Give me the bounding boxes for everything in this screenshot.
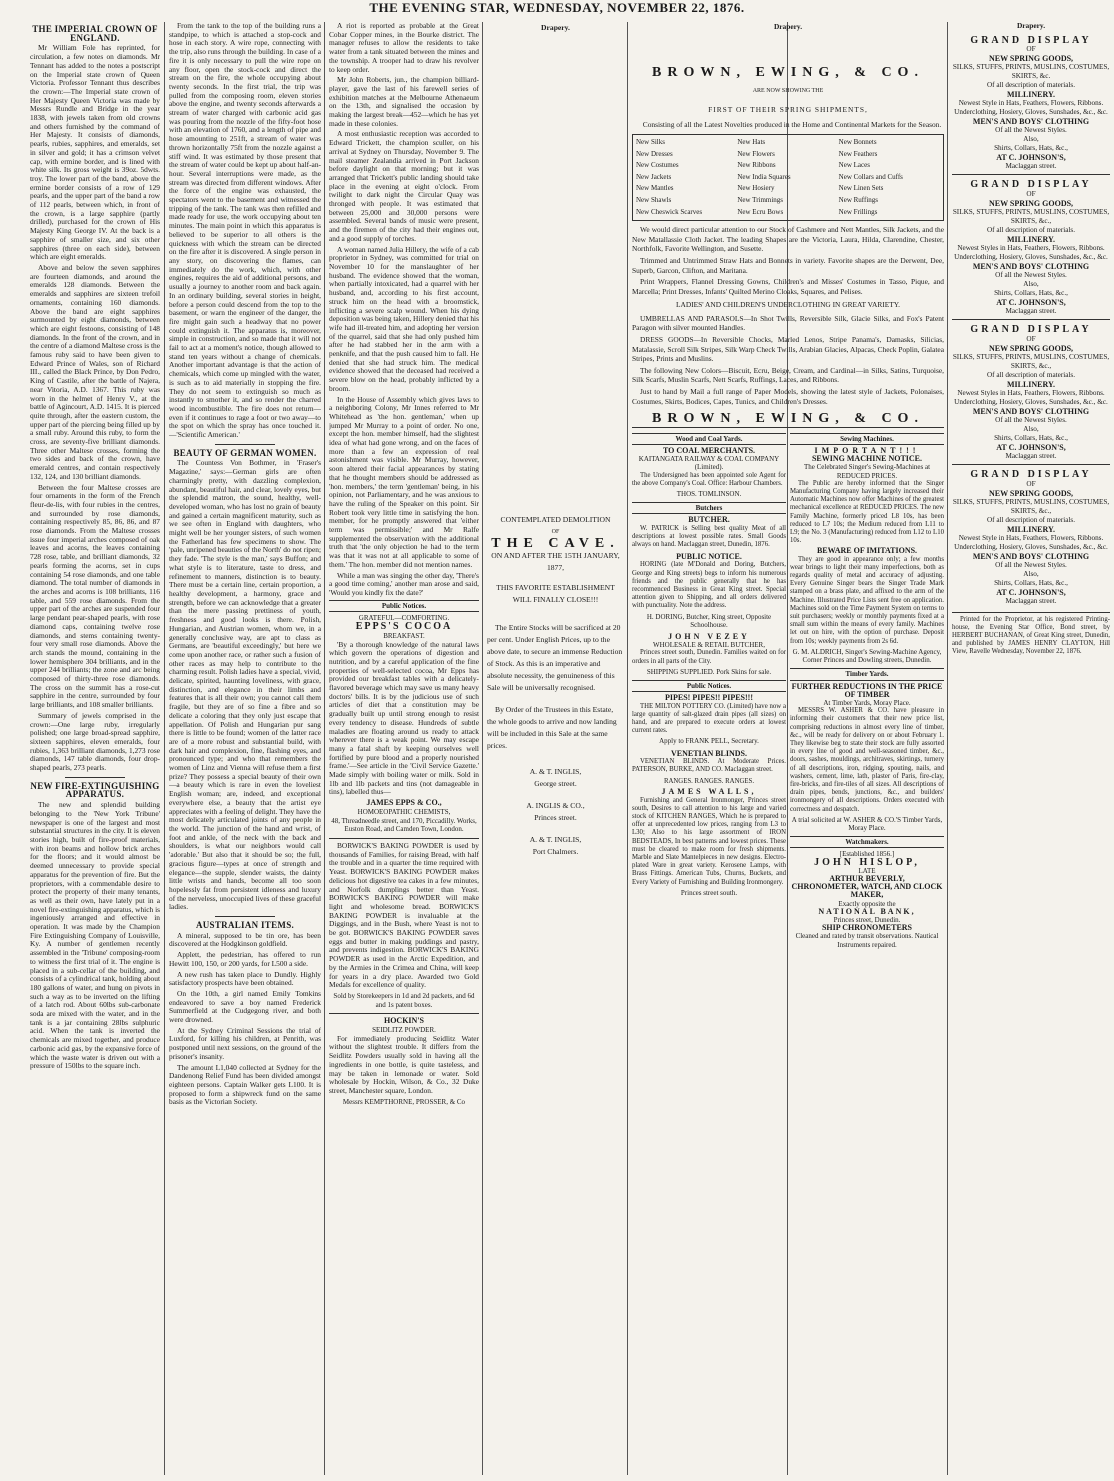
grand-display-list — [952, 34, 1110, 606]
ad-line: MEN'S AND BOYS' CLOTHING — [972, 406, 1090, 416]
divider — [329, 1013, 479, 1014]
article-paragraph: The Countess Von Bothmer, in 'Fraser's Magazine,' says:—German girls are often charmingly pretty, with dazzling complexion, abundant, beautiful hair, and clear, lovely eyes, but the splendid matron, the sound, healthy, well-developed woman, who has lost no grain of beauty and gained a certain magnificent maturity, such as we see often in England with daughters, who might well be her younger sisters, of such women the Fatherland has few specimens to show. The 'pale, unripened beauties of the North' do not ripen; they fade. 'The style is the man,' says Buffon; and what style is to literature, taste to dress, and refinement to manners, distinction is to beauty. There must be a certain line, certain proportion, a healthy development, a harmony, grace and strength, before we can acknowledge that a greater than the mere passing prettiness of youth, freshness and good looks is there. Polish, Hungarian, and Austrian women, whom we, in a generally conclusive way, are apt to class as Germans, are 'beautiful exceedingly,' but here we come upon another race, or rather such a fusion of other races as may help to contribute to the charming result. Polish ladies have a special, vivid, delicate, spirited, haunting loveliness, with grace, distinction, and elegance in their limbs and features that is all their own; you cannot call them fragile, but they are of so fine a fibre and so delicate a coloring that they only just escape that appellation. Of Polish and Hungarian pur sang there is little to be found; women of the latter race are of a more robust and substantial build, with dark hair and complexion, fine, flashing eyes, and pronounced type; and who that remembers the women of Linz and Vienna will refuse them a first prize? They possess a special beauty of their own—a beauty which is rare in even the loveliest English woman; are, indeed, and exceptional everywhere else, a beauty that the artist eye appreciates with a feeling of delight. They have the most delicately articulated joints of any people in the world. The junction of the hand and wrist, of foot and ankle, of the neck with the back and shoulders, is what our neighbors would call 'adorable.' But also that it should be so; the full, gracious figure—types at once of strength and elegance—the supple, slender waists, the dainty little wrists and hands, become all too soon hopelessly fat from persistent idleness and luxury of the nerveless, unoccupied lives of these graceful ladies. — [169, 458, 321, 912]
ad-title: PIPES! PIPES!! PIPES!!! — [665, 693, 753, 703]
column-rule — [164, 22, 165, 1475]
ad-title: SEWING MACHINE NOTICE. — [811, 454, 922, 464]
ad-line: Of all description of materials. — [986, 226, 1076, 235]
goods-item: New Ruffings — [838, 195, 878, 204]
ad-line: Also, — [1023, 424, 1039, 433]
ad-line: Shirts, Collars, Hats, &c., — [994, 578, 1068, 587]
ad-line: Shirts, Collars, Hats, &c., — [994, 433, 1068, 442]
ad-line: MILLINERY. — [1006, 90, 1056, 100]
lower-ads — [632, 431, 944, 953]
ad-line: Newest Styles in Hats, Feathers, Flowers, Ribbons. — [957, 244, 1105, 253]
ad-line: A. & T. INGLIS, — [529, 767, 582, 776]
ad-line: SILKS, STUFFS, PRINTS, MUSLINS, COSTUMES, SKIRTS, &c., — [952, 497, 1110, 515]
ad-line: MILLINERY. — [1006, 379, 1056, 389]
article-paragraph: Summary of jewels comprised in the crown:—One large ruby, irregularly polished; one large broad-spread sapphire, sixteen sapphires, eleven emeralds, four rubies, 1,363 brilliant diamonds, 1,273 rose diamonds, 147 table diamonds, four drop-shaped pearls, 273 pearls. — [30, 710, 160, 773]
ad-line: 48, Threadneedle street, and 170, Piccadilly. Works, Euston Road, and Camden Town, London. — [331, 816, 477, 834]
lower-right — [790, 431, 944, 953]
goods-item: New Feathers — [838, 149, 878, 158]
ad-line: Of all the Newest Styles. — [995, 415, 1067, 424]
section-header-sewing: Sewing Machines. — [790, 433, 944, 445]
grand-display-ad — [952, 34, 1110, 176]
goods-item: New Laces — [838, 161, 870, 170]
ad-line: GRATEFUL—COMFORTING. — [358, 614, 450, 623]
ad-line: Maclaggan street. — [1005, 162, 1057, 171]
ad-line: The Celebrated Singer's Sewing-Machines at REDUCED PRICES. — [803, 463, 931, 480]
article-paragraph: The amount L1,040 collected at Sydney for the Dandenong Relief Fund has been divided amongst eighteen persons. Captain Walker gets L100. It is proposed to form a shipwreck fund on the same basis as the Victorian Society. — [169, 1062, 321, 1107]
article-paragraph: A mineral, supposed to be tin ore, has been discovered at the Hodgkinson goldfield. — [169, 930, 321, 949]
ad-line: Princes street. — [534, 813, 577, 822]
grand-display-ad — [952, 468, 1110, 606]
ad-line: A. INGLIS & CO., — [526, 801, 585, 810]
blinds-ad — [632, 750, 786, 775]
column-7 — [952, 22, 1110, 1475]
section-header-public-notices: Public Notices. — [329, 600, 479, 613]
ad-line: NEW SPRING GOODS, — [988, 343, 1074, 353]
ad-line: Newest Styles in Hats, Feathers, Flowers, Ribbons. — [957, 388, 1105, 397]
column-3 — [329, 22, 479, 1475]
ad-line: Also, — [1023, 569, 1039, 578]
divider — [329, 838, 479, 839]
ad-title: GRAND DISPLAY — [970, 468, 1092, 480]
ad-line: Shirts, Collars, Hats, &c., — [994, 144, 1068, 153]
ad-line: RANGES. RANGES. RANGES. — [663, 778, 755, 786]
ad-line: Of all description of materials. — [986, 81, 1076, 90]
coal-ad — [632, 447, 786, 498]
public-notice-ad — [632, 553, 786, 629]
ad-line: MILLINERY. — [1006, 235, 1056, 245]
ad-line: SILKS, STUFFS, PRINTS, MUSLINS, COSTUMES, SKIRTS, &c., — [952, 352, 1110, 370]
brown-ewing-title: BROWN, EWING, & CO. — [652, 411, 924, 427]
ad-body: We would direct particular attention to our Stock of Cashmere and Nett Mantles, Silk Jackets, and the New Matallassie Cloth Jacket. The leading Shapes are the Victoria, Laura, Hilda, Clarendine, Chester, Northfolk, Favorite Wellington, and Susette. — [632, 225, 944, 254]
goods-item: New Cheswick Scarves — [636, 207, 703, 216]
ad-body: MESSRS W. ASHER & CO. have pleasure in informing their customers that their new price list, comprising reductions in almost every line of timber, &c., will be ready for delivery on or about February 1. They likewise beg to state their stock are fully assorted in every line of good and well-seasoned timber, &c., doors, sashes, mouldings, architraves, skirtings, turnery of all descriptions, iron, ridging, spouting, nails, and washers, cement, lime, lath, plaster of Paris, fire-clay, fire-bricks, and fire-tiles of all sizes. All descriptions of drain pipes, bends, junctions, &c., and builders' ironmongery of all descriptions. Orders executed with correctness and despatch. — [790, 707, 944, 813]
ad-line: THOS. TOMLINSON. — [676, 490, 742, 499]
brown-ewing-title: BROWN, EWING, & CO. — [652, 64, 924, 80]
ad-line: [Established 1856.] — [839, 850, 895, 859]
ad-line: LADIES' AND CHILDREN'S UNDERCLOTHING IN GREAT VARIETY. — [675, 300, 901, 310]
ad-line: AT C. JOHNSON'S, — [996, 153, 1066, 163]
divider — [65, 777, 125, 778]
ad-line: OF — [1026, 190, 1036, 199]
ad-line: Sold by Storekeepers in 1d and 2d packets, and 6d and 1s patent boxes. — [333, 991, 475, 1009]
section-header-drapery: Drapery. — [773, 22, 803, 31]
ad-title: PUBLIC NOTICE. — [676, 552, 742, 562]
column-rule — [627, 22, 628, 1475]
ad-line: Underclothing, Hosiery, Gloves, Sunshades, &c., &c. — [954, 108, 1108, 117]
ad-line: ARTHUR BEVERLY, — [829, 873, 905, 883]
article-paragraph: A new rush has taken place to Dundly. Highly satisfactory prospects have been obtained. — [169, 969, 321, 988]
ad-line: Cleaned and rated by transit observations. Nautical Instruments repaired. — [795, 932, 939, 949]
ad-line: MEN'S AND BOYS' CLOTHING — [972, 551, 1090, 561]
ad-line: NATIONAL BANK, — [818, 906, 916, 916]
ad-line: SILKS, STUFFS, PRINTS, MUSLINS, COSTUMES, SKIRTS, &c., — [952, 208, 1110, 226]
ad-body: BORWICK'S BAKING POWDER is used by thousands of Families, for raising Bread, with half the trouble and in a quarter the time required with Yeast. BORWICK'S BAKING POWDER makes delicious hot digestive tea cakes in a few minutes, and Norfolk dumplings better than Yeast. BORWICK'S BAKING POWDER will make light and wholesome bread. BORWICK'S BAKING POWDER is invaluable at the Diggings, and in the Bush, where Yeast is not to be got. BORWICK'S BAKING POWDER saves eggs and butter in making puddings and pastry, and prevents indigestion. BORWICK'S BAKING POWDER as used in the Arctic Expedition, and by the Armies in the Crimea and China, will keep for years in a dry place. Awarded two Gold Medals for excellence of quality. — [329, 840, 479, 990]
ad-line: SHIPPING SUPPLIED. Pork Skins for sale. — [646, 667, 772, 676]
divider — [215, 444, 275, 445]
ad-line: MEN'S AND BOYS' CLOTHING — [972, 262, 1090, 272]
ad-line: THIS FAVORITE ESTABLISHMENT — [496, 583, 615, 592]
ad-line: SHIP CHRONOMETERS — [821, 923, 912, 933]
article-paragraph: Above and below the seven sapphires are fourteen diamonds, and around the emeralds 128 diamonds. Between the emeralds and sapphires are sixteen trefoil ornaments, containing 160 diamonds. Above the band are eight sapphires surmounted by eight diamonds, between which are eight festoons, consisting of 148 diamonds. In the front of the crown, and in the centre of a diamond Maltese cross is the famous ruby said to have been given to Edward Prince of Wales, son of Richard III., called the Black Prince, by Don Pedro, King of Castile, after the battle of Najera, near Vitoria, A.D. 1367. This ruby was worn in the helmet of Henry V., at the battle of Agincourt, A.D. 1415. It is pierced quite through, after the eastern custom, the upper part of the piercing being filled up by a small ruby. Around this ruby, to form the cross, are seventy-five brilliant diamonds. Three other Maltese crosses, forming the two sides and back of the crown, have emerald centres, and contain respectively 132, 124, and 130 brilliant diamonds. — [30, 262, 160, 481]
goods-item: New Trimmings — [737, 195, 784, 204]
ad-line: AT C. JOHNSON'S, — [996, 442, 1066, 452]
ad-body: By Order of the Trustees in this Estate, the whole goods to arrive and now landing will be included in this Sale at the same prices. — [487, 705, 617, 750]
ad-body: HORING (late M'Donald and Doring, Butchers, George and King streets) begs to inform his numerous friends and the public generally that he has recommenced Business in Great King street. Special attention given to Shipping, and all orders delivered with punctuality. Note the address. — [632, 561, 786, 610]
ad-body: Print Wrappers, Flannel Dressing Gowns, Children's and Misses' Costumes in Tasso, Pique, and Marcella; Print Dresses, Infants' Quilted Merino Cloaks, Squares, and Pelises. — [632, 277, 944, 296]
article-paragraph: On the 10th, a girl named Emily Tomkins endeavored to save a boy named Frederick Summerfield at the Cudgegong river, and both were drowned. — [169, 988, 321, 1025]
hislop-ad — [790, 850, 944, 948]
article-paragraph: At the Sydney Criminal Sessions the trial of Luxford, for killing his children, at Penrith, was postponed until next sessions, on the ground of the prisoner's insanity. — [169, 1025, 321, 1061]
ad-line: SEIDLITZ POWDER. — [372, 1026, 436, 1035]
article-paragraph: The new and splendid building belonging to the 'New York Tribune' newspaper is one of the largest and most substantial structures in the city. It is eleven stories high, built of fire-proof materials, with iron beams and hollow brick arches for the floors; and it would almost be deemed unnecessary to provide special apparatus for the prevention of fire. But the proprietors, with a commendable desire to protect the property of their many tenants, as well as their own, have lately put in a novel fire-extinguishing apparatus, which is ingeniously arranged and effective in operation. It was made by the Champion Fire Extinguishing Company of Louisville, Ky. A number of gentlemen recently assembled in the 'Tribune' composing-room to witness the first trial of it. The engine is placed in a sub-cellar of the building, and consists of a cylindrical tank, holding about 180 gallons of water, and hung on pivots in such a way as to be inverted on the lifting of a latch rod. About 60lbs sub-carbonate soda are mixed with the water, and in the tank is a jar containing 28lbs sulphuric acid. When the tank is inverted the chemicals are mixed together, and produce carbonic acid gas, by the expansive force of which the waste water is driven out with a pressure of 150lbs to the square inch. — [30, 800, 160, 1071]
column-rule — [324, 22, 325, 1475]
ad-title: BUTCHER. — [688, 515, 730, 525]
goods-item: New Hats — [737, 137, 766, 146]
ad-body: Trimmed and Untrimmed Straw Hats and Bonnets in variety. Favorite shapes are the Derwent, Dee, Superb, Garcon, Clifton, and Maritana. — [632, 255, 944, 275]
ad-body: W. PATRICK is Selling best quality Meat of all descriptions at lowest possible rates. Small Goods always on hand. Maclaggan street, Dunedin, 1876. — [632, 524, 786, 549]
ad-line: Princes street, Dunedin. — [833, 915, 901, 924]
ad-line: FIRST OF THEIR SPRING SHIPMENTS, — [708, 104, 868, 114]
ad-line: Princes street south. — [680, 888, 738, 897]
ad-line: Maclaggan street. — [1005, 451, 1057, 460]
goods-item: New Jackets — [636, 172, 672, 181]
ad-line: Of all the Newest Styles. — [995, 126, 1067, 135]
ad-line: Port Chalmers. — [532, 847, 579, 856]
divider — [215, 916, 275, 917]
column-4 — [487, 22, 624, 1475]
ad-body: They are good in appearance only; a few months wear brings to light their many imperfections, both as regards quality of metal and accuracy of adjusting. Every Genuine Singer bears the Singer Trade Mark stamped on a brass plate, and affixed to the arm of the Machine. Illustrated Price Lists sent free on application. Machines sold on the Time Payment System on terms to suit purchasers; weekly or monthly payments fixed at a small sum within the means of every family. Machines let out on hire, with the option of purchase. Deposit from 10s; weekly payments from 2s 6d. — [790, 555, 944, 645]
borwick-ad — [329, 842, 479, 1009]
article-paragraph: Mr John Roberts, jun., the champion billiard-player, gave the last of his farewell series of exhibition matches at the Melbourne Athenaeum on the 13th, and signalised the occasion by making the largest break—452—which he has yet made in these colonies. — [329, 75, 479, 128]
ad-line: OF — [1026, 479, 1036, 488]
grand-display-ad — [952, 326, 1110, 465]
ad-line: A. & T. INGLIS, — [529, 835, 582, 844]
ad-line: Maclaggan street. — [1005, 596, 1057, 605]
ad-title: JAMES WALLS, — [661, 787, 757, 797]
ad-title: GRAND DISPLAY — [970, 324, 1092, 336]
ad-title: VENETIAN BLINDS. — [670, 748, 748, 758]
article-paragraph: A riot is reported as probable at the Great Cobar Copper mines, in the Bourke district. The manager refuses to allow the residents to take water from a tank situated between the mines and the township. A trooper had to draw his revolver to keep order. — [329, 22, 479, 74]
ad-line: NEW SPRING GOODS, — [988, 199, 1074, 209]
ad-line: KAITANGATA RAILWAY & COAL COMPANY (Limited). — [638, 455, 780, 472]
goods-item: New India Squares — [737, 172, 791, 181]
pipes-ad — [632, 694, 786, 745]
ad-line: Newest Style in Hats, Feathers, Flowers, Ribbons. — [958, 533, 1104, 542]
the-cave-title: THE CAVE. — [491, 536, 620, 551]
ad-body: For immediately producing Seidlitz Water without the slightest trouble. It differs from the Seidlitz Powders usually sold in having all the ingredients in one bottle, is quite tasteless, and may be taken in lemonade or water. Sold wholesale by Hockin, Wilson, & Co., 32 Duke street, Manchester square, London. — [329, 1033, 479, 1095]
sewing-ad — [790, 447, 944, 664]
ad-line: MILLINERY. — [1006, 524, 1056, 534]
column-rule — [482, 22, 483, 1475]
ad-title: TO COAL MERCHANTS. — [662, 446, 756, 456]
ad-line: Underclothing, Hosiery, Gloves, Sunshades, &c., &c. — [954, 253, 1108, 262]
divider — [952, 319, 1110, 320]
ad-line: Of all the Newest Styles. — [995, 560, 1067, 569]
ad-body: THE MILTON POTTERY CO. (Limited) have now a large quantity of salt-glazed drain pipes (all sizes) on hand, and are prepared to execute orders at lowest current rates. — [632, 702, 786, 735]
ad-title: FURTHER REDUCTIONS IN THE PRICE OF TIMBER — [791, 681, 943, 699]
goods-item: New Bonnets — [838, 137, 877, 146]
ad-line: SILKS, STUFFS, PRINTS, MUSLINS, COSTUMES, SKIRTS, &c. — [952, 63, 1110, 81]
section-header-wood-coal: Wood and Coal Yards. — [632, 433, 786, 445]
ad-body: 'By a thorough knowledge of the natural laws which govern the operations of digestion and nutrition, and by a careful application of the fine properties of well-selected cocoa, Mr Epps has provided our breakfast tables with a delicately-flavored beverage which may save us many heavy doctors' bills. It is by the judicious use of such articles of diet that a constitution may be gradually built up until strong enough to resist every tendency to disease. Hundreds of subtle maladies are floating around us ready to attack wherever there is a weak point. We may escape many a fatal shaft by keeping ourselves well fortified by pure blood and a properly nourished frame.'—See article in the 'Civil Service Gazette.' Made simply with boiling water or milk. Sold in 1lb and 1lb packets and tins (not damageable in tins), labelled thus— — [329, 639, 479, 797]
ad-line: Messrs KEMPTHORNE, PROSSER, & Co — [342, 1097, 466, 1106]
ad-line: Also, — [1023, 280, 1039, 289]
ad-title: EPPS'S COCOA — [355, 621, 453, 633]
ad-body: Princes street south, Dunedin. Families waited on for orders in all parts of the City. — [632, 649, 786, 665]
ad-title: GRAND DISPLAY — [970, 179, 1092, 191]
goods-item: New Flowers — [737, 149, 775, 158]
divider — [952, 174, 1110, 175]
ad-body: The Entire Stocks will be sacrificed at 20 per cent. Under English Prices, up to the above date, to secure an immense Reduction of Stock. As this is an imperative and absolute necessity, the genuineness of this Sale will be universally recognised. — [487, 623, 623, 692]
goods-item: New Shawls — [636, 195, 672, 204]
ad-line: CHRONOMETER, WATCH, AND CLOCK MAKER, — [791, 882, 943, 900]
ad-line: Of all description of materials. — [986, 370, 1076, 379]
column-1 — [30, 22, 160, 1475]
ad-line: BREAKFAST. — [383, 631, 425, 640]
ad-title: JOHN VEZEY — [668, 632, 750, 642]
ad-body: Consisting of all the Latest Novelties produced in the Home and Continental Markets for the Season. — [642, 120, 942, 130]
ad-line: JAMES EPPS & CO., — [366, 798, 442, 808]
goods-item: New Costumes — [636, 161, 679, 170]
article-paragraph: From the tank to the top of the building runs a standpipe, to which is attached a stop-cock and hose in each story. A wire rope, connecting with the trip, also runs through the building. In case of a fire it is only necessary to pull the wire rope on any floor, open the stock-cock and direct the stream on the fire, the whole occupying about twenty seconds. In the first trial, the trip was pulled from the composing room, eleven stories above the engine, and twenty seconds afterwards a stream of water charged with carbonic acid gas was pouring from the nozzle of the fifty-foot hose with an elevation of 1760, and a length of pipe and hose amounting to 251ft, a stream of water was thrown horizontally 75ft from the nozzle against a stiff wind. It was estimated by those present that the stream of water could be kept up about half-an-hour. Several interruptions were made, as the stream was directed from different windows. After the force of the engine was exhausted, the spectators went to the basement and witnessed the tripping of the tank. The tank was then refilled and made ready for use, the work occupying about ten minutes. The main point in which this apparatus is believed to be superior to all others is the quickness with which the stream can be directed on the fire after it is discovered. A single person in any story, on discovering the flames, can immediately do the work, which, with other engines, requires the aid of additional persons, and usually a journey to another room and back again. In an ordinary building, several stories in height, before a person could descend from the top to the basement, or warn the engineer of the danger, the fire might gain such a headway that no power could extinguish it. The apparatus is, moreover, simple in construction, and so made that it will not fail to act at a moment's notice, though allowed to stand ten years without a change of chemicals. Another important advantage is that the action of chemicals, which come up mingled with the water, is such as to aid materially in stopping the fire. They do not seem to extinguish so much as instantly to smother it, and so render the charred wood incombustible. The fire does not return—even if it continues to rage a foot or two away—to the spot on which the spray has once touched it.—'Scientific American.' — [169, 22, 321, 440]
article-title-australian: AUSTRALIAN ITEMS. — [195, 920, 295, 931]
ad-line: WHOLESALE & RETAIL BUTCHER, — [653, 641, 765, 650]
goods-item: New Ribbons — [737, 161, 776, 170]
ad-line: Of all description of materials. — [986, 515, 1076, 524]
column-rule — [947, 22, 948, 1475]
ad-line: OF — [551, 529, 560, 535]
goods-item: New Hosiery — [737, 184, 775, 193]
section-header-drapery: Drapery. — [1016, 22, 1046, 30]
ad-title: BEWARE OF IMITATIONS. — [816, 546, 918, 556]
article-paragraph: In the House of Assembly which gives laws to a neighboring Colony, Mr Innes referred to Mr Whitehead as 'the hon. gentleman,' when up jumped Mr Murray to a point of order. No one, except the hon. member himself, had the slightest idea of what had gone wrong, and on the faces of more than a few an expression of real astonishment was visible. Mr Murray, however, soon altered their facial appearances by stating that he thought members should be addressed as 'hon. members,' the term 'gentleman' being, in his opinion, not Parliamentary, and he was anxious to have the ruling of the Speaker on this point. Sir Robert took very little time in satisfying the hon. member, for he promptly answered that 'either term was permissible;' and Mr Ralfe supplemented the observation with the additional truth that 'the only objection he had to the term was that it was not at all applicable to some of them.' The hon. member did not mention names. — [329, 394, 479, 569]
epps-cocoa-ad — [329, 614, 479, 834]
brown-ewing-ad — [632, 22, 944, 1475]
ad-line: George street. — [534, 779, 577, 788]
section-header-timber: Timber Yards. — [790, 668, 944, 680]
ad-line: HOMOEOPATHIC CHEMISTS, — [357, 807, 451, 816]
ad-body: The following New Colors—Biscuit, Ecru, Beige, Cream, and Cardinal—in Silks, Satins, Turquoise, Silk Scarfs, Muslin Scarfs, Nett Scarfs, Ruffings, Laces, and Ribbons. — [632, 365, 944, 385]
ad-line: Also, — [1023, 135, 1039, 144]
ad-body: Just to hand by Mail a full range of Paper Models, showing the latest style of Jackets, Polonaises, Costumes, Skirts, Bodices, Capes, Tunics, and Children's Dresses. — [632, 387, 944, 406]
ad-line: ON AND AFTER THE 15TH JANUARY, 1877, — [491, 551, 620, 572]
ad-body: The Undersigned has been appointed sole Agent for the above Company's Coal. Office: Harbour Chambers. — [632, 471, 786, 487]
ad-line: At Timber Yards, Moray Place. — [823, 698, 911, 707]
grand-display-ad — [952, 181, 1110, 320]
article-title-beauty: BEAUTY OF GERMAN WOMEN. — [173, 447, 317, 458]
ad-line: Shirts, Collars, Hats, &c., — [994, 289, 1068, 298]
article-title-crown: THE IMPERIAL CROWN OF ENGLAND. — [32, 24, 158, 43]
ad-line: H. DORING, Butcher, King street, Opposite Schoolhouse. — [646, 612, 772, 629]
ad-title: JOHN HISLOP, — [814, 856, 920, 868]
ad-line: G. M. ALDRICH, Singer's Sewing-Machine Agency, Corner Princes and Dowling streets, Dunedin. — [792, 647, 942, 665]
divider — [952, 612, 1110, 613]
ad-line: Maclaggan street. — [1005, 307, 1057, 316]
ad-line: A trial solicited at W. ASHER & CO.'S Timber Yards, Moray Place. — [791, 815, 943, 832]
ad-title: IMPORTANT!!! — [814, 446, 920, 456]
butcher-ad — [632, 516, 786, 549]
masthead: THE EVENING STAR, WEDNESDAY, NOVEMBER 22, 1876. — [369, 0, 745, 15]
ad-body: DRESS GOODS—In Reversible Chocks, Marled Lenos, Stripe Panama's, Damasks, Silicias, Matalassie, Scroll Silk Stripes, Silk Warp Check Twills, Arabian Glacies, Alpacas, Check Poplin, Galatea Stripes, Prints and Muslins. — [632, 335, 944, 364]
ad-line: ARE NOW SHOWING THE — [752, 88, 824, 95]
article-paragraph: Applett, the pedestrian, has offered to run Hewitt 100, 150, or 200 yards, for L500 a side. — [169, 950, 321, 968]
ad-line: Exactly opposite the — [838, 899, 896, 908]
ad-title: HOCKIN'S — [383, 1016, 424, 1026]
ad-line: Apply to FRANK PELL, Secretary. — [659, 737, 759, 746]
section-header-public-notices: Public Notices. — [632, 680, 786, 692]
section-header-drapery: Drapery. — [541, 23, 570, 32]
article-paragraph: Mr William Fole has reprinted, for circulation, a few notes on diamonds. Mr Tennant has added to the notes a postscript on the Imperial state crown of Queen Victoria. Professor Tennant thus describes the crown:—The Imperial state crown of Her Majesty Queen Victoria was made by Messrs Rundle and Bridge in the year 1838, with jewels taken from old crowns and others furnished by the command of Her Majesty. It consists of diamonds, pearls, rubies, sapphires, and emeralds, set in silver and gold; it has a crimson velvet cap, with ermine border, and is lined with white silk. Its gross weight is 39oz. 5dwts. troy. The lower part of the band, above the ermine border consists of a row of 129 pearls, and the upper part of the band a row of 112 pearls, between which, in front of the crown, is a large sapphire (partly drilled), purchased for the crown of His Majesty King George IV. At the back is a sapphire of smaller size, and six other sapphires (three on each side), between which are eight emeralds. — [30, 43, 160, 262]
goods-item: New Mantles — [636, 184, 674, 193]
walls-ad — [632, 788, 786, 897]
article-paragraph: Between the four Maltese crosses are four ornaments in the form of the French fleur-de-lis, with four rubies in the centres, and surrounded by rose diamonds, containing respectively 85, 86, 86, and 87 rose diamonds. From the Maltese crosses issue four imperial arches composed of oak leaves and acorns, the leaves containing 728 rose, table, and brilliant diamonds, 32 pearls forming the acorns, set in cups containing 54 rose diamonds, and one table diamond. The total number of diamonds in the arches and acorns is 108 brilliants, 116 table, and 559 rose diamonds. From the upper part of the arches are suspended four large pendant pear-shaped pearls, with rose diamond caps, containing twelve rose diamonds, and stems containing twenty-four very small rose diamonds. Above the arch stands the mound, containing in the lower hemisphere 304 brilliants, and in the upper 244 brilliants; the zone and arc being composed of thirty-three rose diamonds. The cross on the summit has a rose-cut sapphire in the centre, surrounded by four large brilliants, and 108 smaller brilliants. — [30, 482, 160, 710]
ad-line: Underclothing, Hosiery, Gloves, Sunshades, &c., &c. — [954, 397, 1108, 406]
ad-line: Newest Style in Hats, Feathers, Flowers, Ribbons. — [958, 99, 1104, 108]
ad-body: Furnishing and General Ironmonger, Princes street south, Desires to call attention to his large and varied stock of KITCHEN RANGES, Which he is prepared to offer at unprecedented low prices, ranging from L3 to L30; Also to his large assortment of IRON BEDSTEADS, In best patterns and lowest prices. These must be cleared to make room for fresh shipments. Marble and Slate Mantelpieces in new designs. Electro-plated Ware in great variety. Kerosene Lamps, with Brass Fittings. American Tubs, Churns, Buckets, and Every Variety of Furnishing and Building Ironmongery. — [632, 796, 786, 886]
goods-item: New Silks — [636, 137, 665, 146]
goods-item: New Dresses — [636, 149, 673, 158]
ad-title: GRAND DISPLAY — [970, 34, 1092, 46]
ad-line: Underclothing, Hosiery, Gloves, Sunshades, &c., &c. — [954, 542, 1108, 551]
goods-table — [632, 134, 944, 221]
goods-item: New Frillings — [838, 207, 878, 216]
goods-item: New Linen Sets — [838, 184, 884, 193]
article-paragraph: A most enthusiastic reception was accorded to Edward Trickett, the champion sculler, on his arrival at Sydney on Thursday, November 9. The mail steamer Zealandia arrived in Port Jackson before daylight on that morning; but it was arranged that Trickett's public landing should take place in the evening at eight o'clock. From twilight to dark night the Circular Quay was thronged with people. It was estimated that between 25,000 and 30,000 persons were assembled. Several bands of music were present, and the firemen of the city had their engines out, and a good supply of torches. — [329, 129, 479, 243]
timber-ad — [790, 683, 944, 833]
article-paragraph: While a man was singing the other day, 'There's a good time coming,' another man arose and said, 'Would you kindly fix the date?' — [329, 570, 479, 597]
column-2 — [169, 22, 321, 1475]
ad-line: NEW SPRING GOODS, — [988, 488, 1074, 498]
lower-left — [632, 431, 786, 953]
divider — [632, 427, 944, 428]
divider — [952, 464, 1110, 465]
ad-line: OF — [1026, 334, 1036, 343]
section-header-butchers: Butchers — [632, 502, 786, 514]
ad-line: NEW SPRING GOODS, — [988, 54, 1074, 64]
article-title-fire: NEW FIRE-EXTINGUISHING APPARATUS. — [30, 780, 160, 800]
hockin-ad — [329, 1017, 479, 1106]
ad-line: OF — [1026, 45, 1036, 54]
goods-item: New Ecru Bows — [737, 207, 784, 216]
article-paragraph: A woman named Julia Hillery, the wife of a cab proprietor in Sydney, was committed for trial on November 10 for the manslaughter of her husband. The evidence showed that the woman, when partially intoxicated, had a quarrel with her husband, and, according to his first account, struck him on the head with a broomstick, inflicting a severe scalp wound. When his dying deposition was being taken, Hillery denied that his wife had ill-treated him, and adopting her version of the quarrel, said that she had only pushed him after he had stabbed her in the arm with a penknife, and that the push caused him to fall. He denied that she had struck him. The medical evidence showed that the deceased had received a severe blow on the head, probably inflicted by a broom. — [329, 244, 479, 393]
ad-body: VENETIAN BLINDS. At Moderate Prices. PATERSON, BURKE, AND CO. Maclaggan street. — [632, 757, 786, 773]
ad-line: AT C. JOHNSON'S, — [996, 587, 1066, 597]
goods-item: New Collars and Cuffs — [838, 172, 903, 181]
vezey-ad — [632, 633, 786, 676]
ad-line: MEN'S AND BOYS' CLOTHING — [972, 117, 1090, 127]
ad-line: WILL FINALLY CLOSE!!! — [512, 595, 599, 604]
ad-line: AT C. JOHNSON'S, — [996, 298, 1066, 308]
ad-body: The Public are hereby informed that the Singer Manufacturing Company having largely increased their Automatic Machines now offer Machines of the greatest mechanical excellence at REDUCED PRICES. The new Family Machine, formerly priced L8 10s, has been reduced to L7 10s; the Medium reduced from L11 to L9; the No. 3 (Manufacturing) reduced from L12 to L10 10s. — [790, 479, 944, 545]
ad-line: Of all the Newest Styles. — [995, 271, 1067, 280]
ad-line: LATE — [858, 866, 876, 875]
ad-body: UMBRELLAS AND PARASOLS—In Shot Twills, Reversible Silk, Glacie Silks, and Fox's Patent Paragon with silver mounted Handles. — [632, 313, 944, 333]
imprint: Printed for the Proprietor, at his registered Printing-house, the Evening Star Office, Bond street, by HERBERT BUCHANAN, of Great King street, Dunedin, and published by JAMES HENRY CLAYTON, Hill View, Ravelle Wednesday, November 22, 1876. — [952, 615, 1110, 655]
section-header-watchmakers: Watchmakers. — [790, 836, 944, 848]
ad-line: CONTEMPLATED DEMOLITION — [500, 515, 611, 524]
